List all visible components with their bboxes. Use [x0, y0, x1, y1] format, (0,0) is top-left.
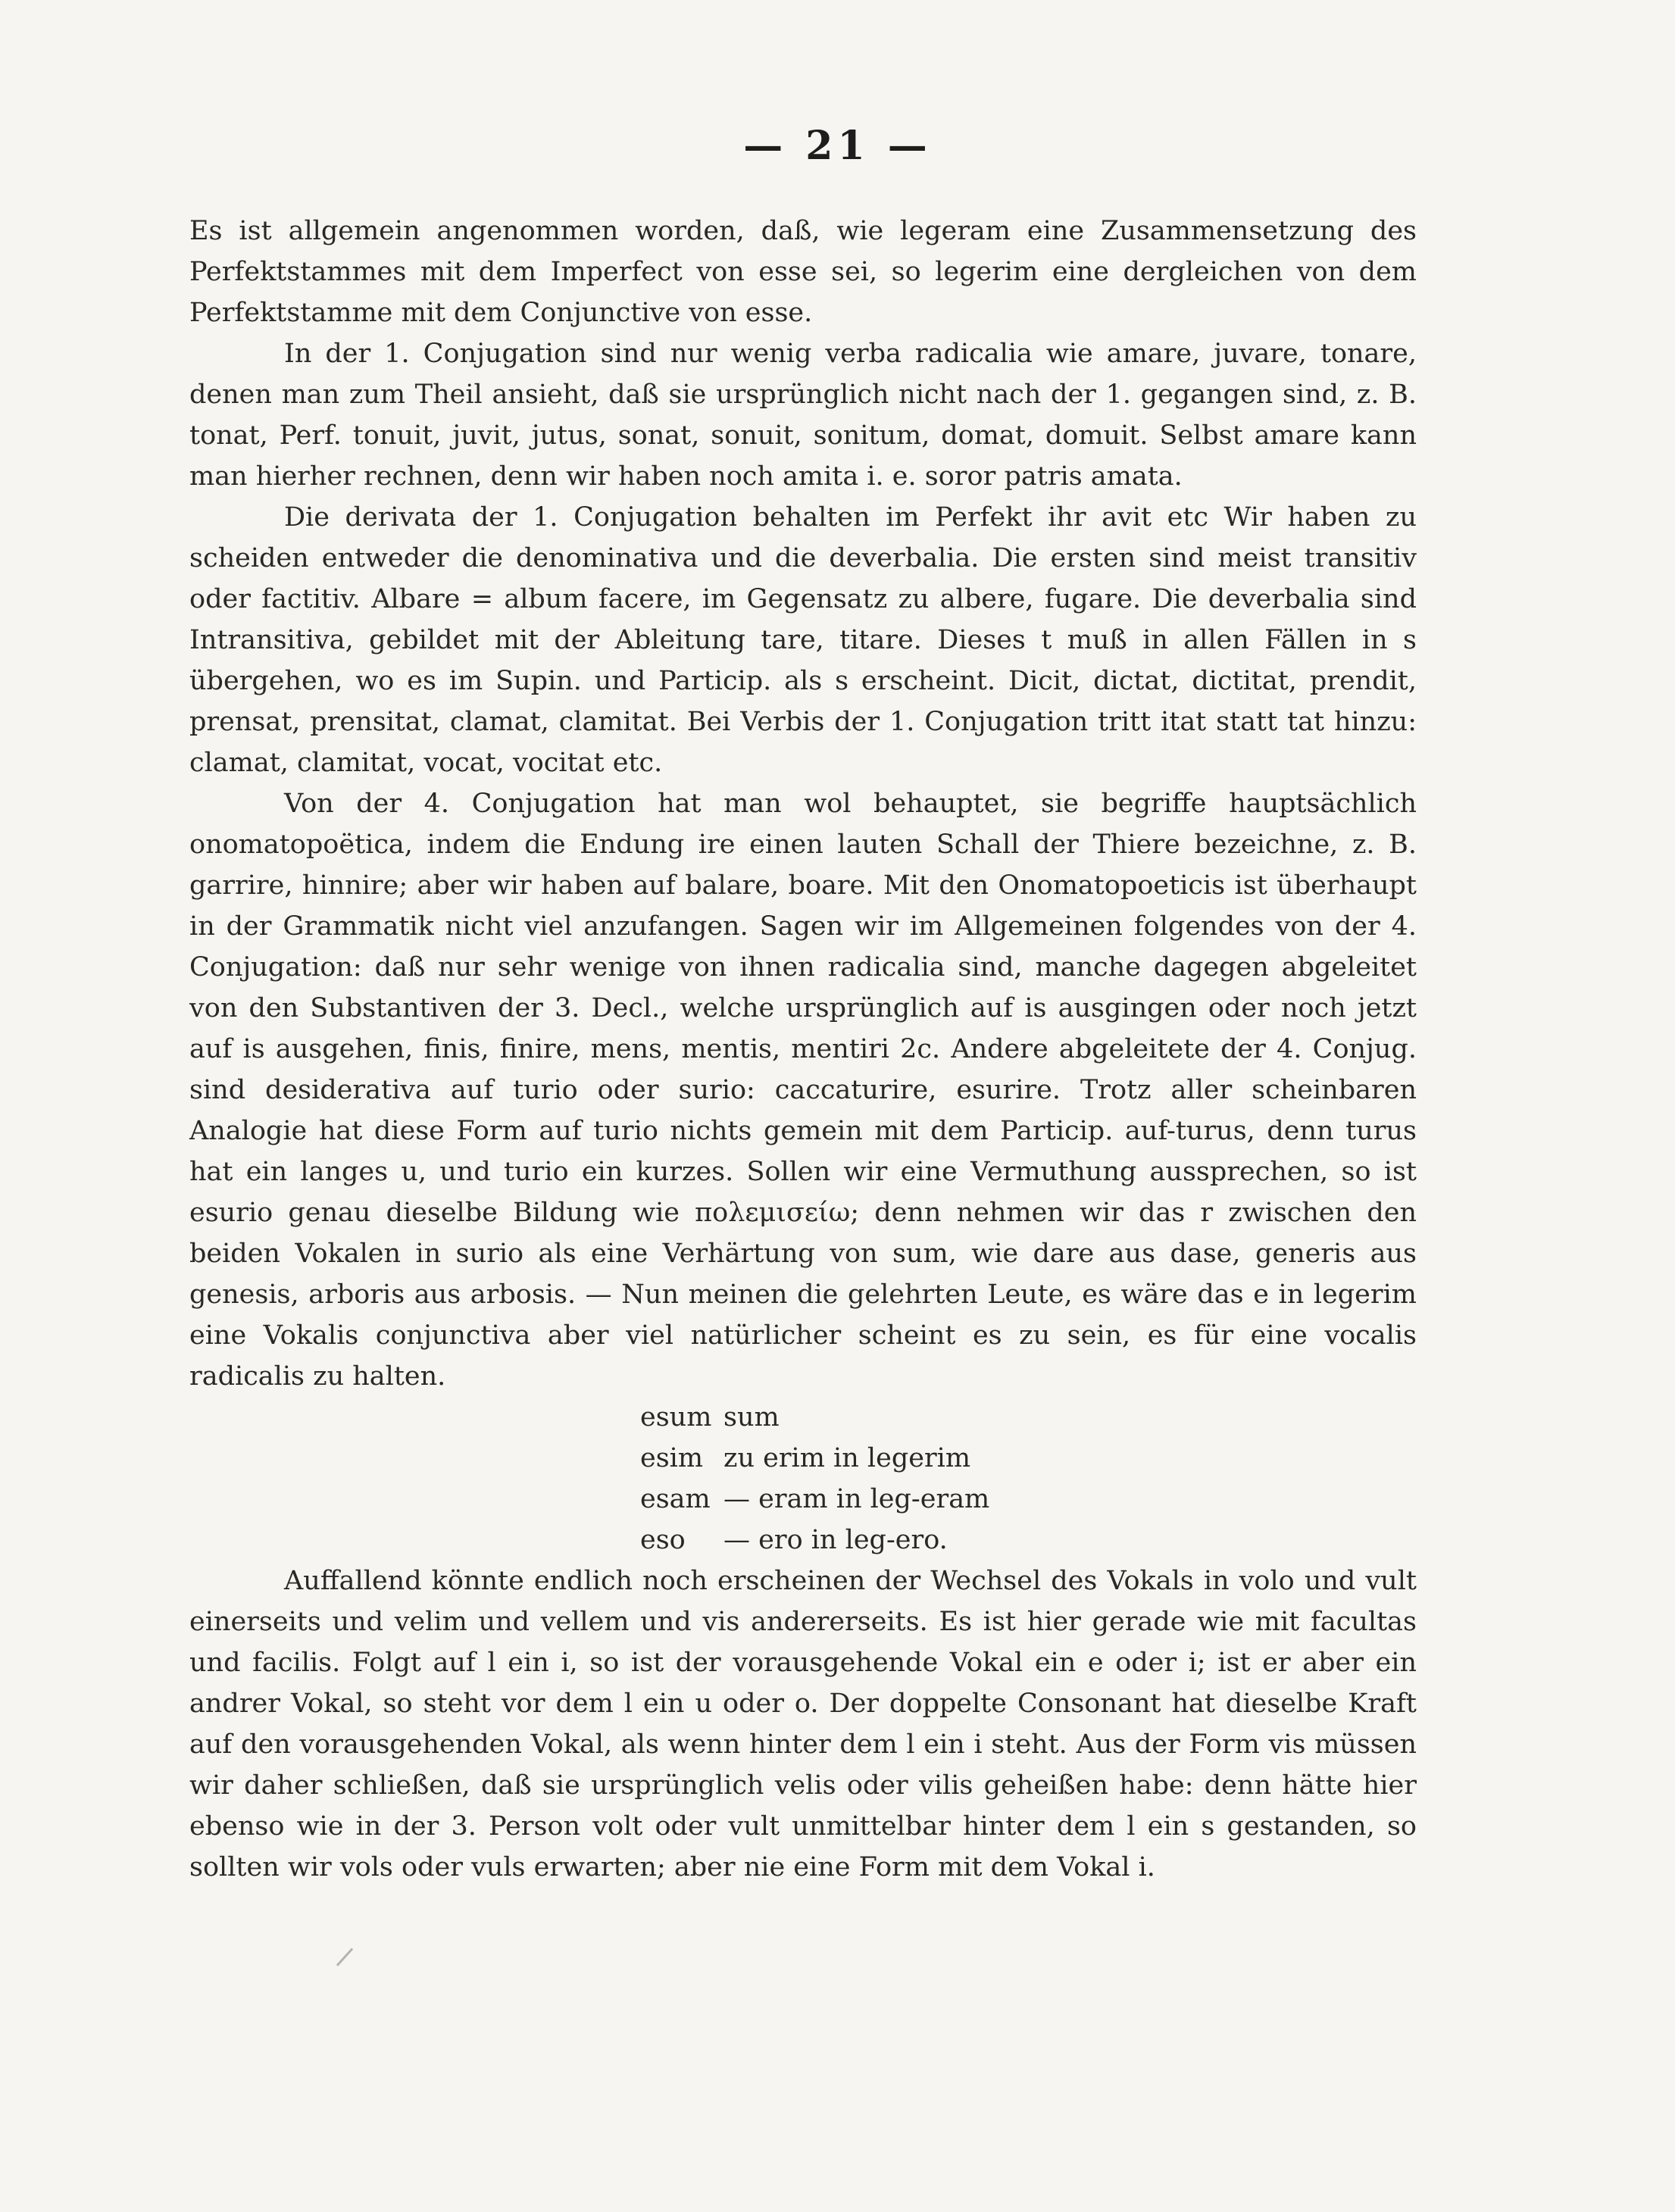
paragraph-5: Auffallend könnte endlich noch erscheinen der Wechsel des Vokals in volo und vult einerseits und velim und vellem und vis andererseits. Es ist hier gerade wie mit facultas und facilis. Folgt auf l ein i, so ist der vorausgehende Vokal ein e oder i; ist er aber ein andrer Vokal, so steht vor dem l ein u oder o. Der doppelte Consonant hat dieselbe Kraft auf den vorausgehenden Vokal, als wenn hinter dem l ein i steht. Aus der Form vis müssen wir daher schließen, daß sie ursprünglich velis oder vilis geheißen habe: denn hätte hier ebenso wie in der 3. Person volt oder vult unmittelbar hinter dem l ein s gestanden, so sollten wir vols oder vuls erwarten; aber nie eine Form mit dem Vokal i. — [189, 1566, 1417, 1882]
table-cell-right: sum — [723, 1402, 780, 1432]
ink-mark — [336, 1948, 353, 1966]
paragraph-1: Es ist allgemein angenommen worden, daß, wie legeram eine Zusammensetzung des Perfektstammes mit dem Imperfect von esse sei, so legerim eine dergleichen von dem Perfektstamme mit dem Conjunctive von esse. — [189, 216, 1417, 328]
paragraph-2: In der 1. Conjugation sind nur wenig verba radicalia wie amare, juvare, tonare, denen man zum Theil ansieht, daß sie ursprünglich nicht nach der 1. gegangen sind, z. B. tonat, Perf. tonuit, juvit, jutus, sonat, sonuit, sonitum, domat, domuit. Selbst amare kann man hierher rechnen, denn wir haben noch amita i. e. soror patris amata. — [189, 339, 1417, 492]
table-cell-left: esim — [640, 1443, 704, 1473]
table-cell-left: esam — [640, 1484, 711, 1514]
table-row — [640, 1520, 1417, 1561]
table-cell-left: esum — [640, 1402, 712, 1432]
body-text — [189, 211, 1417, 1888]
form-table — [189, 1397, 1417, 1561]
page-number: — 21 — — [743, 123, 932, 169]
table-cell-right: zu erim in legerim — [723, 1443, 971, 1473]
table-cell-right: — ero in leg-ero. — [723, 1525, 948, 1555]
table-row — [640, 1397, 1417, 1438]
paragraph-3: Die derivata der 1. Conjugation behalten im Perfekt ihr avit etc Wir haben zu scheiden entweder die denominativa und die deverbalia. Die ersten sind meist transitiv oder factitiv. Albare = album facere, im Gegensatz zu albere, fugare. Die deverbalia sind Intransitiva, gebildet mit der Ableitung tare, titare. Dieses t muß in allen Fällen in s übergehen, wo es im Supin. und Particip. als s erscheint. Dicit, dictat, dictitat, prendit, prensat, prensitat, clamat, clamitat. Bei Verbis der 1. Conjugation tritt itat statt tat hinzu: clamat, clamitat, vocat, vocitat etc. — [189, 502, 1417, 778]
table-row — [640, 1479, 1417, 1520]
paragraph-4: Von der 4. Conjugation hat man wol behauptet, sie begriffe hauptsächlich onomatopoëtica, indem die Endung ire einen lauten Schall der Thiere bezeichne, z. B. garrire, hinnire; aber wir haben auf balare, boare. Mit den Onomatopoeticis ist überhaupt in der Grammatik nicht viel anzufangen. Sagen wir im Allgemeinen folgendes von der 4. Conjugation: daß nur sehr wenige von ihnen radicalia sind, manche dagegen abgeleitet von den Substantiven der 3. Decl., welche ursprünglich auf is ausgingen oder noch jetzt auf is ausgehen, finis, finire, mens, mentis, mentiri 2c. Andere abgeleitete der 4. Conjug. sind desiderativa auf turio oder surio: caccaturire, esurire. Trotz aller scheinbaren Analogie hat diese Form auf turio nichts gemein mit dem Particip. auf-turus, denn turus hat ein langes u, und turio ein kurzes. Sollen wir eine Vermuthung aussprechen, so ist esurio genau dieselbe Bildung wie πολεμισείω; denn nehmen wir das r zwischen den beiden Vokalen in surio als eine Verhärtung von sum, wie dare aus dase, generis aus genesis, arboris aus arbosis. — Nun meinen die gelehrten Leute, es wäre das e in legerim eine Vokalis conjunctiva aber viel natürlicher scheint es zu sein, es für eine vocalis radicalis zu halten. — [189, 789, 1417, 1392]
table-row — [640, 1438, 1417, 1479]
table-cell-right: — eram in leg-eram — [723, 1484, 990, 1514]
table-cell-left: eso — [640, 1525, 686, 1555]
